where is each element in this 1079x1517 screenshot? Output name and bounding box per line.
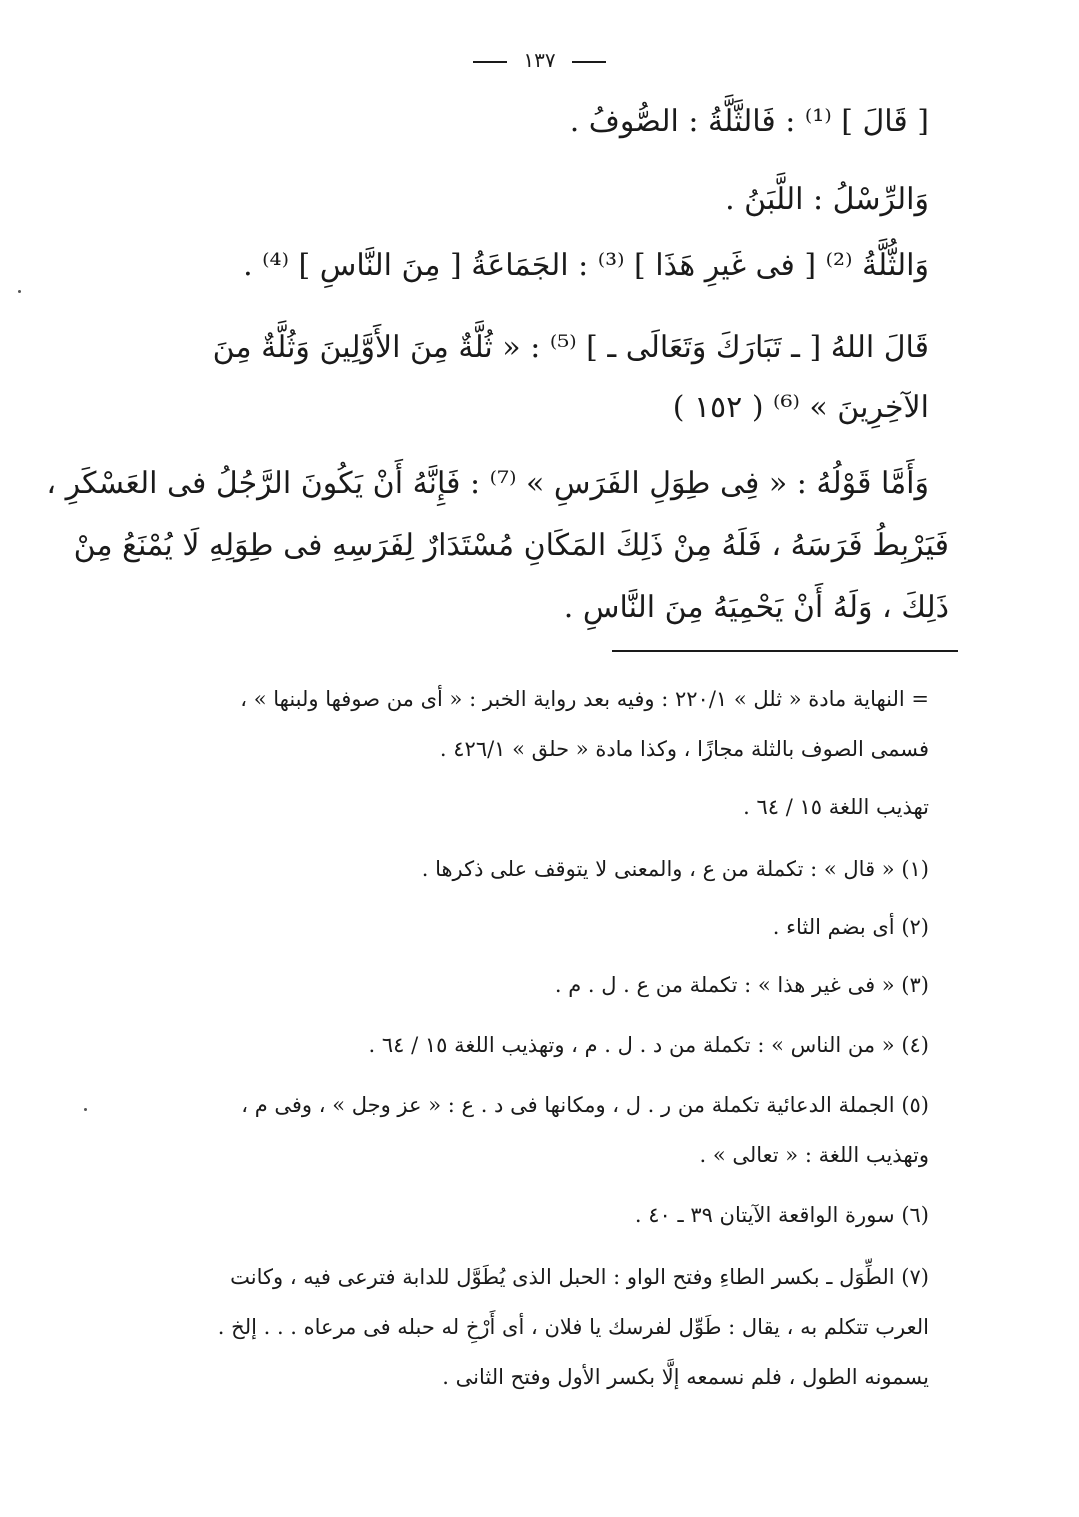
- footnote-line: تهذيب اللغة ١٥ / ٦٤ .: [743, 795, 929, 819]
- main-line: الآخِرِينَ » ⁽⁶⁾ ( ١٥٢ ): [672, 390, 929, 425]
- scan-speck: [84, 1108, 87, 1111]
- main-line: وَالثُّلَّةُ ⁽²⁾ [ فى غَيرِ هَذَا ] ⁽³⁾ : الجَمَاعَةُ [ مِنَ النَّاسِ ] ⁽⁴⁾ .: [243, 248, 929, 283]
- footnote-line: (٧) الطِّوَل ـ بكسر الطاءِ وفتح الواو : الحبل الذى يُطَوَّل للدابة فترعى فيه ، وكانت: [230, 1265, 929, 1289]
- scan-speck: [18, 290, 21, 293]
- footnote-line: يسمونه الطول ، فلم نسمعه إلَّا بكسر الأول وفتح الثانى .: [442, 1365, 929, 1389]
- footnote-line: فسمى الصوف بالثلة مجازًا ، وكذا مادة « حلق » ٤٢٦/١ .: [439, 737, 929, 761]
- footnote-line: (٢) أى بضم الثاء .: [772, 915, 929, 939]
- header-dash-left: [473, 61, 507, 63]
- main-line: وَأَمَّا قَوْلُهُ : « فِى طِوَلِ الفَرَسِ » ⁽⁷⁾ : فَإِنَّهُ أَنْ يَكُونَ الرَّجُلُ فى العَسْكَرِ ،: [46, 466, 929, 501]
- footnote-line: العرب تتكلم به ، يقال : طَوِّل لفرسك يا فلان ، أى أَرْخِ له حبله فى مرعاه . . . إلخ .: [217, 1315, 929, 1339]
- main-line: ذَلِكَ ، وَلَهُ أَنْ يَحْمِيَهُ مِنَ النَّاسِ .: [563, 590, 949, 625]
- footnote-line: (٦) سورة الواقعة الآيتان ٣٩ ـ ٤٠ .: [634, 1203, 929, 1227]
- page-header: [0, 46, 1079, 74]
- footnote-separator: [612, 650, 958, 652]
- footnote-line: = النهاية مادة « ثلل » ٢٢٠/١ : وفيه بعد رواية الخبر : « أى من صوفها ولبنها » ،: [240, 687, 929, 711]
- footnote-line: (٣) « فى غير هذا » : تكملة من ع . ل . م .: [554, 973, 929, 997]
- footnote-line: وتهذيب اللغة : « تعالى » .: [699, 1143, 929, 1167]
- page-number: ١٣٧: [523, 48, 556, 72]
- main-line: وَالرِّسْلُ : اللَّبَنُ .: [725, 182, 929, 217]
- main-line: فَيَرْبِطُ فَرَسَهُ ، فَلَهُ مِنْ ذَلِكَ المَكَانِ مُسْتَدَارٌ لِفَرَسِهِ فى طِوَلِهِ لَا يُمْنَعُ مِنْ: [73, 528, 949, 563]
- main-line: قَالَ اللهُ [ ـ تَبَارَكَ وَتَعَالَى ـ ] ⁽⁵⁾ : « ثُلَّةٌ مِنَ الأَوَّلِينَ وَثُلَّةٌ مِنَ: [212, 330, 929, 365]
- footnote-line: (٥) الجملة الدعائية تكملة من ر . ل ، ومكانها فى د . ع : « عز وجل » ، وفى م ،: [241, 1093, 929, 1117]
- footnote-line: (١) « قال » : تكملة من ع ، والمعنى لا يتوقف على ذكرها .: [421, 857, 929, 881]
- main-line: [ قَالَ ] ⁽¹⁾ : فَالثَّلَّةُ : الصُّوفُ .: [569, 104, 929, 139]
- header-dash-right: [572, 61, 606, 63]
- footnote-line: (٤) « من الناس » : تكملة من د . ل . م ، وتهذيب اللغة ١٥ / ٦٤ .: [368, 1033, 929, 1057]
